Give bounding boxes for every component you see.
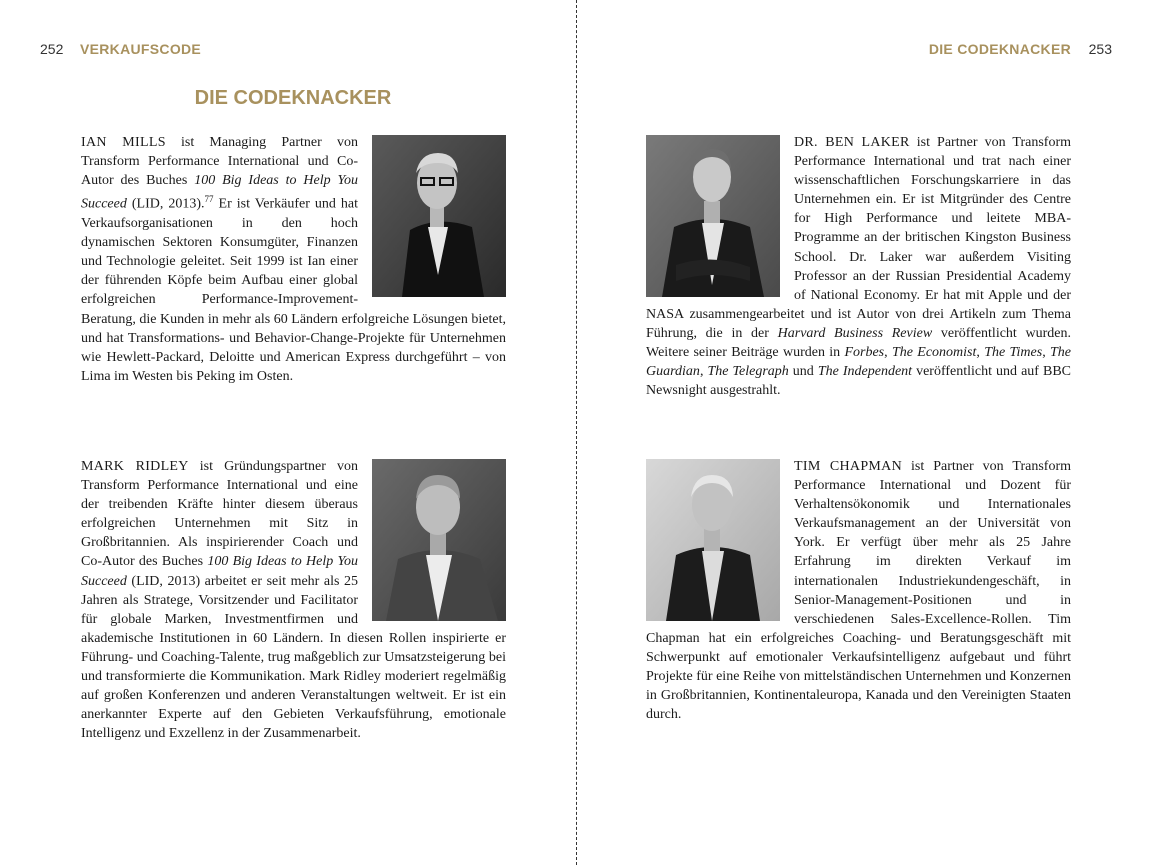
page-number-right: 253 — [1088, 41, 1112, 57]
portrait-mark-ridley — [372, 459, 506, 621]
book-title: 100 Big Ideas to Help You Succeed — [81, 173, 358, 212]
publication-title: The Telegraph — [707, 364, 789, 380]
portrait-ben-laker — [646, 135, 780, 297]
bio-text: ist Gründungspartner von Transform Performance International und eine der treibenden Kräfte hinter diesem überaus erfolgreichen Unternehmen mit Sitz in Großbritannien. Als inspirierender Coach und Co-Autor des Buches — [81, 459, 358, 570]
bio-text: (LID, 2013) arbeitet er seit mehr als 25 Jahren als Stratege, Vorsitzender und Facilitator für globale Marken, Investmentfirmen und akademische Institutionen in 60 Ländern. In diesen Rollen inspirierte er Führung- und Coaching-Talente, trug maßgeblich zur Umsatzsteigerung bei und transformierte die Kommunikation. Mark Ridley moderiert regelmäßig auf großen Konferenzen und anderen Veranstaltungen weltweit. Er ist ein anerkannter Experte auf den Gebieten Verkaufsführung, emotionale Intelligenz und Exzellenz in der Zusammenarbeit. — [81, 573, 506, 742]
portrait-ian-mills — [372, 135, 506, 297]
bio-tim-chapman — [646, 457, 1071, 724]
separator: , — [884, 345, 892, 361]
name-tim-chapman: TIM CHAPMAN — [794, 459, 902, 474]
bio-text: Er ist Verkäufer und hat Verkaufsorganisationen in den hoch dynamischen Sektoren Konsumgüter, Finanzen und Technologie geleitet. Seit 1999 ist Ian einer der führenden Köpfe beim Aufbau einer global erfolgreichen Performance-Improvement-Beratung, die Kunden in mehr als 60 Ländern erfolgreiche Lösungen bietet, und hat Transformations- und Behavior-Change-Projekte für Unternehmen wie Hewlett-Packard, Deloitte und American Express durchgeführt – von Lima im Westen bis Peking im Osten. — [81, 196, 506, 384]
separator: , — [699, 364, 708, 380]
footnote-marker: 77 — [204, 194, 214, 205]
section-title: DIE CODEKNACKER — [194, 87, 392, 109]
bio-mark-ridley — [81, 457, 506, 743]
running-head-left: VERKAUFSCODE — [80, 41, 202, 57]
bio-text: ist Partner von Transform Performance International und Dozent für Verhaltensökonomik und Internationales Verkaufsmanagement an der Universität von York. Er verfügt über mehr als 25 Jahre Erfahrung im direkten Verkauf im internationalen Industriekundengeschäft, in Senior-Management-Positionen und in verschiedenen Sales-Excellence-Rollen. Tim Chapman hat ein erfolgreiches Coaching- und Beratungsgeschäft mit Schwerpunkt auf emotionaler Verkaufsintelligenz aufgebaut und führt Projekte für eine Reihe von mittelständischen Unternehmen und Konzernen in Großbritannien, Kontinentaleuropa, Kanada und den Vereinigten Staaten durch. — [646, 459, 1071, 723]
bio-text: veröffentlicht und auf BBC Newsnight ausgestrahlt. — [646, 364, 1071, 399]
page-number-left: 252 — [40, 41, 64, 57]
name-mark-ridley: MARK RIDLEY — [81, 459, 189, 474]
name-ian-mills: IAN MILLS — [81, 135, 166, 150]
publication-title: Harvard Business Review — [777, 325, 933, 341]
page-divider — [576, 0, 577, 865]
separator: , — [1042, 345, 1050, 361]
bio-text: veröffentlicht wurden. Weitere seiner Beiträge wurden in — [646, 325, 1071, 361]
name-ben-laker: DR. BEN LAKER — [794, 135, 910, 150]
separator: und — [788, 364, 818, 380]
portrait-tim-chapman — [646, 459, 780, 621]
publication-title: The Economist — [891, 345, 977, 361]
bio-ian-mills — [81, 133, 506, 386]
publication-title: The Independent — [817, 364, 913, 380]
publication-title: The Guardian — [646, 345, 1071, 380]
book-title: 100 Big Ideas to Help You Succeed — [81, 554, 358, 589]
publication-title: Forbes — [844, 345, 885, 361]
bio-text: ist Partner von Transform Performance International und trat nach einer wissenschaftlichen Forschungskarriere in das Unternehmen ein. Er ist Mitgründer des Centre for High Performance und leitete MBA-Programme an der britischen Kingston Business School. Dr. Laker war außerdem Visiting Professor an der Russian Presidential Academy of National Economy. Er hat mit Apple und der NASA zusammengearbeitet und ist Autor von drei Artikeln zum Thema Führung, die in der — [646, 135, 1071, 341]
bio-ben-laker — [646, 133, 1071, 400]
bio-text: ist Managing Partner von Transform Performance International und Co-Autor des Buches — [81, 135, 358, 189]
running-head-right: DIE CODEKNACKER — [928, 41, 1071, 57]
publication-title: The Times — [984, 345, 1043, 361]
separator: , — [976, 345, 985, 361]
bio-text: (LID, 2013). — [126, 196, 205, 212]
